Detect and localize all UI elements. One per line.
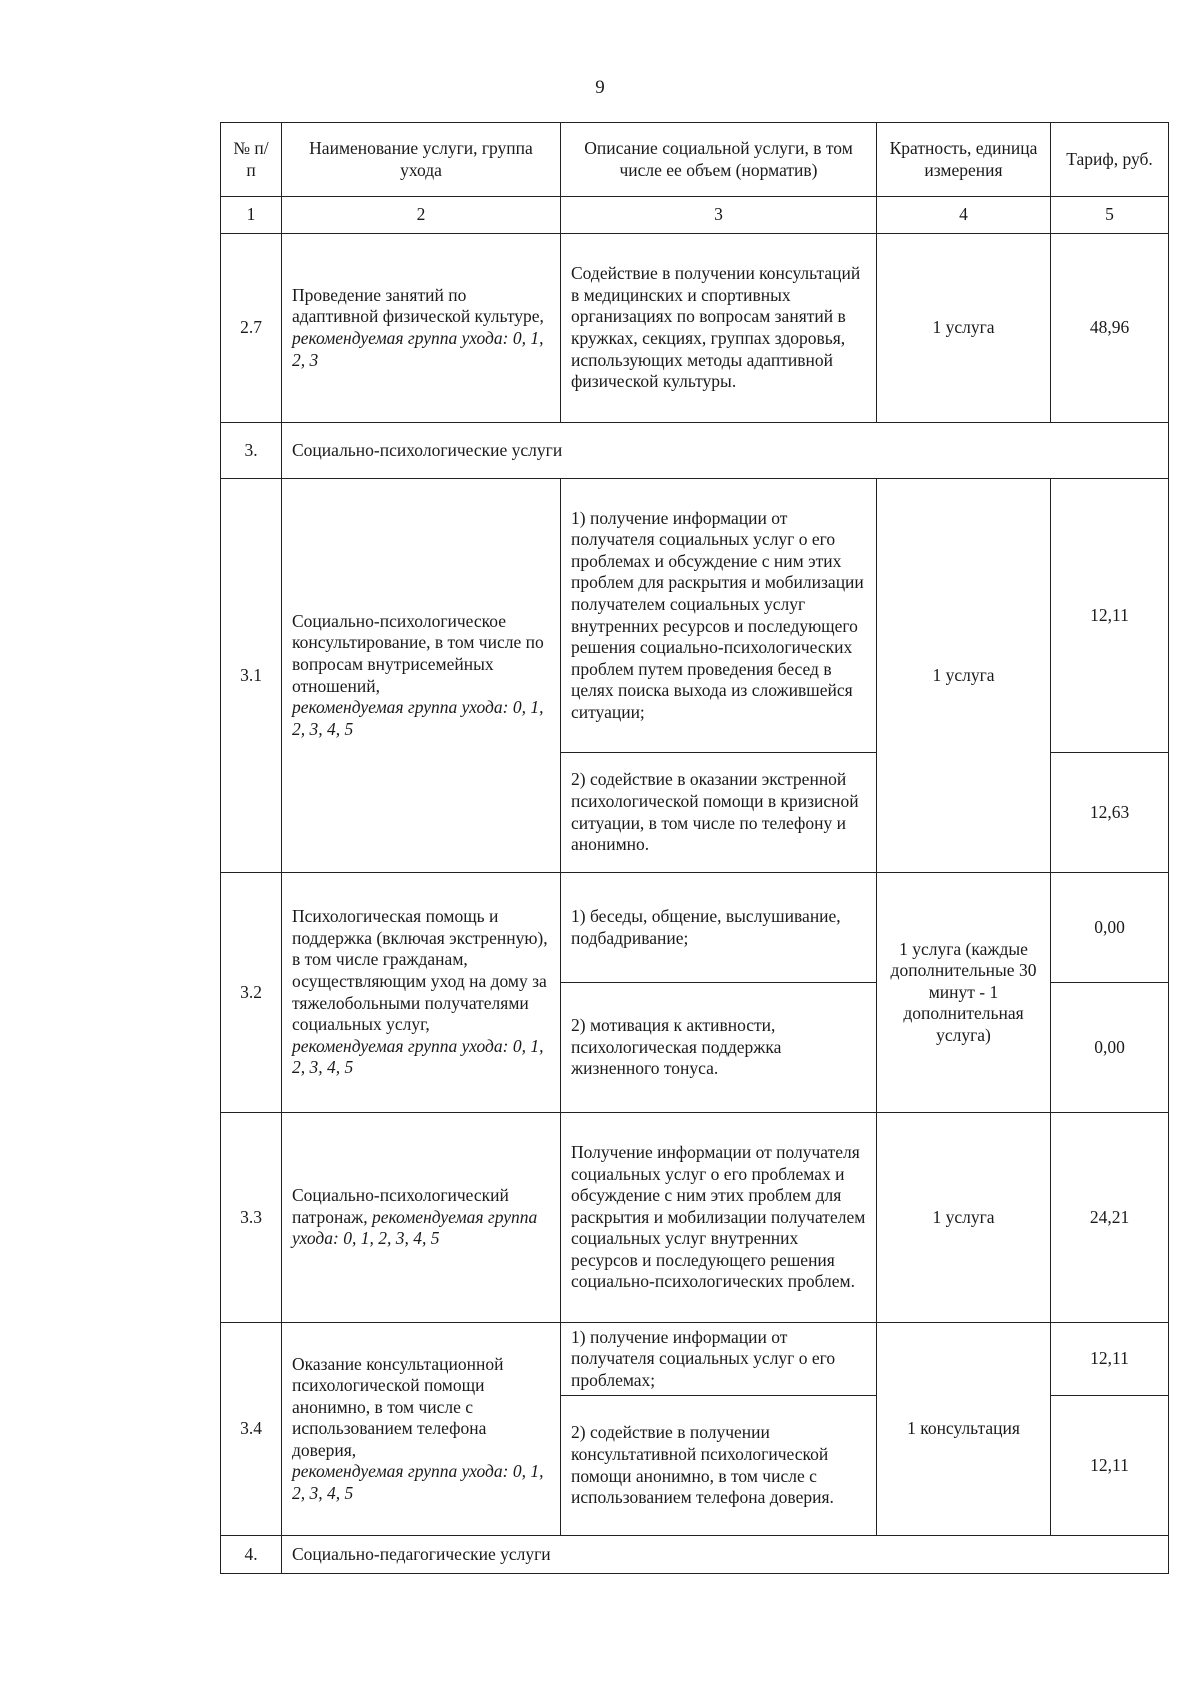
column-number: 1 <box>221 197 282 234</box>
frequency-unit: 1 консультация <box>877 1323 1051 1536</box>
table-header-row <box>221 123 1169 197</box>
tariff-value: 0,00 <box>1051 983 1169 1113</box>
header-frequency-unit: Кратность, единица измерения <box>877 123 1051 197</box>
service-description: 1) получение информации от получателя социальных услуг о его проблемах и обсуждение с ним этих проблем для раскрытия и мобилизации получателем социальных услуг внутренних ресурсов и последующего решения социально-психологических проблем путем проведения бесед в целях поиска выхода из сложившейся ситуации; <box>561 479 877 753</box>
section-title: Социально-педагогические услуги <box>282 1536 1169 1574</box>
service-description: 2) мотивация к активности, психологическая поддержка жизненного тонуса. <box>561 983 877 1113</box>
service-name: Социально-психологическое консультирование, в том числе по вопросам внутрисемейных отношений, <box>292 610 544 696</box>
column-number-row <box>221 197 1169 234</box>
row-number: 2.7 <box>221 234 282 423</box>
service-description: 1) беседы, общение, выслушивание, подбадривание; <box>561 873 877 983</box>
section-title: Социально-психологические услуги <box>282 423 1169 479</box>
section-row <box>221 423 1169 479</box>
service-description: 2) содействие в получении консультативной психологической помощи анонимно, в том числе с использованием телефона доверия. <box>561 1396 877 1536</box>
page-number: 9 <box>595 77 605 98</box>
table-row <box>221 873 1169 983</box>
row-number: 3.2 <box>221 873 282 1113</box>
service-description: 2) содействие в оказании экстренной психологической помощи в кризисной ситуации, в том числе по телефону и анонимно. <box>561 753 877 873</box>
section-number: 3. <box>221 423 282 479</box>
service-name: Оказание консультационной психологической помощи анонимно, в том числе с использованием телефона доверия, <box>292 1353 504 1460</box>
header-description: Описание социальной услуги, в том числе ее объем (норматив) <box>561 123 877 197</box>
table-row <box>221 234 1169 423</box>
care-group: рекомендуемая группа ухода: 0, 1, 2, 3, 4, 5 <box>292 1461 544 1503</box>
service-name-cell <box>282 479 561 873</box>
row-number: 3.1 <box>221 479 282 873</box>
service-name: Психологическая помощь и поддержка (включая экстренную), в том числе гражданам, осуществляющим уход на дому за тяжелобольными получателями социальных услуг, <box>292 906 548 1035</box>
tariff-value: 0,00 <box>1051 873 1169 983</box>
service-name-cell <box>282 1113 561 1323</box>
tariff-value: 12,11 <box>1051 479 1169 753</box>
table-row <box>221 479 1169 753</box>
column-number: 4 <box>877 197 1051 234</box>
service-description: Получение информации от получателя социальных услуг о его проблемах и обсуждение с ним этих проблем для раскрытия и мобилизации получателем социальных услуг внутренних ресурсов и последующего решения социально-психологических проблем. <box>561 1113 877 1323</box>
header-number: № п/п <box>221 123 282 197</box>
service-description: Содействие в получении консультаций в медицинских и спортивных организациях по вопросам занятий в кружках, секциях, группах здоровья, использующих методы адаптивной физической культуры. <box>561 234 877 423</box>
tariff-value: 24,21 <box>1051 1113 1169 1323</box>
frequency-unit: 1 услуга <box>877 479 1051 873</box>
table-row <box>221 1113 1169 1323</box>
service-description: 1) получение информации от получателя социальных услуг о его проблемах; <box>561 1323 877 1396</box>
frequency-unit: 1 услуга (каждые дополнительные 30 минут - 1 дополнительная услуга) <box>877 873 1051 1113</box>
tariff-value: 12,63 <box>1051 753 1169 873</box>
care-group: рекомендуемая группа ухода: 0, 1, 2, 3, 4, 5 <box>292 697 544 739</box>
service-name-cell <box>282 1323 561 1536</box>
row-number: 3.4 <box>221 1323 282 1536</box>
tariff-value: 12,11 <box>1051 1323 1169 1396</box>
frequency-unit: 1 услуга <box>877 1113 1051 1323</box>
tariff-value: 48,96 <box>1051 234 1169 423</box>
column-number: 3 <box>561 197 877 234</box>
service-name: Социально-психологический патронаж, <box>292 1185 509 1227</box>
service-name: Проведение занятий по адаптивной физической культуре, <box>292 284 544 327</box>
column-number: 5 <box>1051 197 1169 234</box>
table-row <box>221 1323 1169 1396</box>
section-number: 4. <box>221 1536 282 1574</box>
service-name-cell <box>282 234 561 423</box>
care-group: рекомендуемая группа ухода: 0, 1, 2, 3, 4, 5 <box>292 1035 544 1078</box>
column-number: 2 <box>282 197 561 234</box>
care-group: рекомендуемая группа ухода: 0, 1, 2, 3, 4, 5 <box>292 1206 538 1249</box>
section-row <box>221 1536 1169 1574</box>
tariff-value: 12,11 <box>1051 1396 1169 1536</box>
row-number: 3.3 <box>221 1113 282 1323</box>
care-group: рекомендуемая группа ухода: 0, 1, 2, 3 <box>292 328 544 370</box>
services-tariff-table <box>220 122 1169 1574</box>
service-name-cell <box>282 873 561 1113</box>
frequency-unit: 1 услуга <box>877 234 1051 423</box>
header-service-name: Наименование услуги, группа ухода <box>282 123 561 197</box>
header-tariff: Тариф, руб. <box>1051 123 1169 197</box>
